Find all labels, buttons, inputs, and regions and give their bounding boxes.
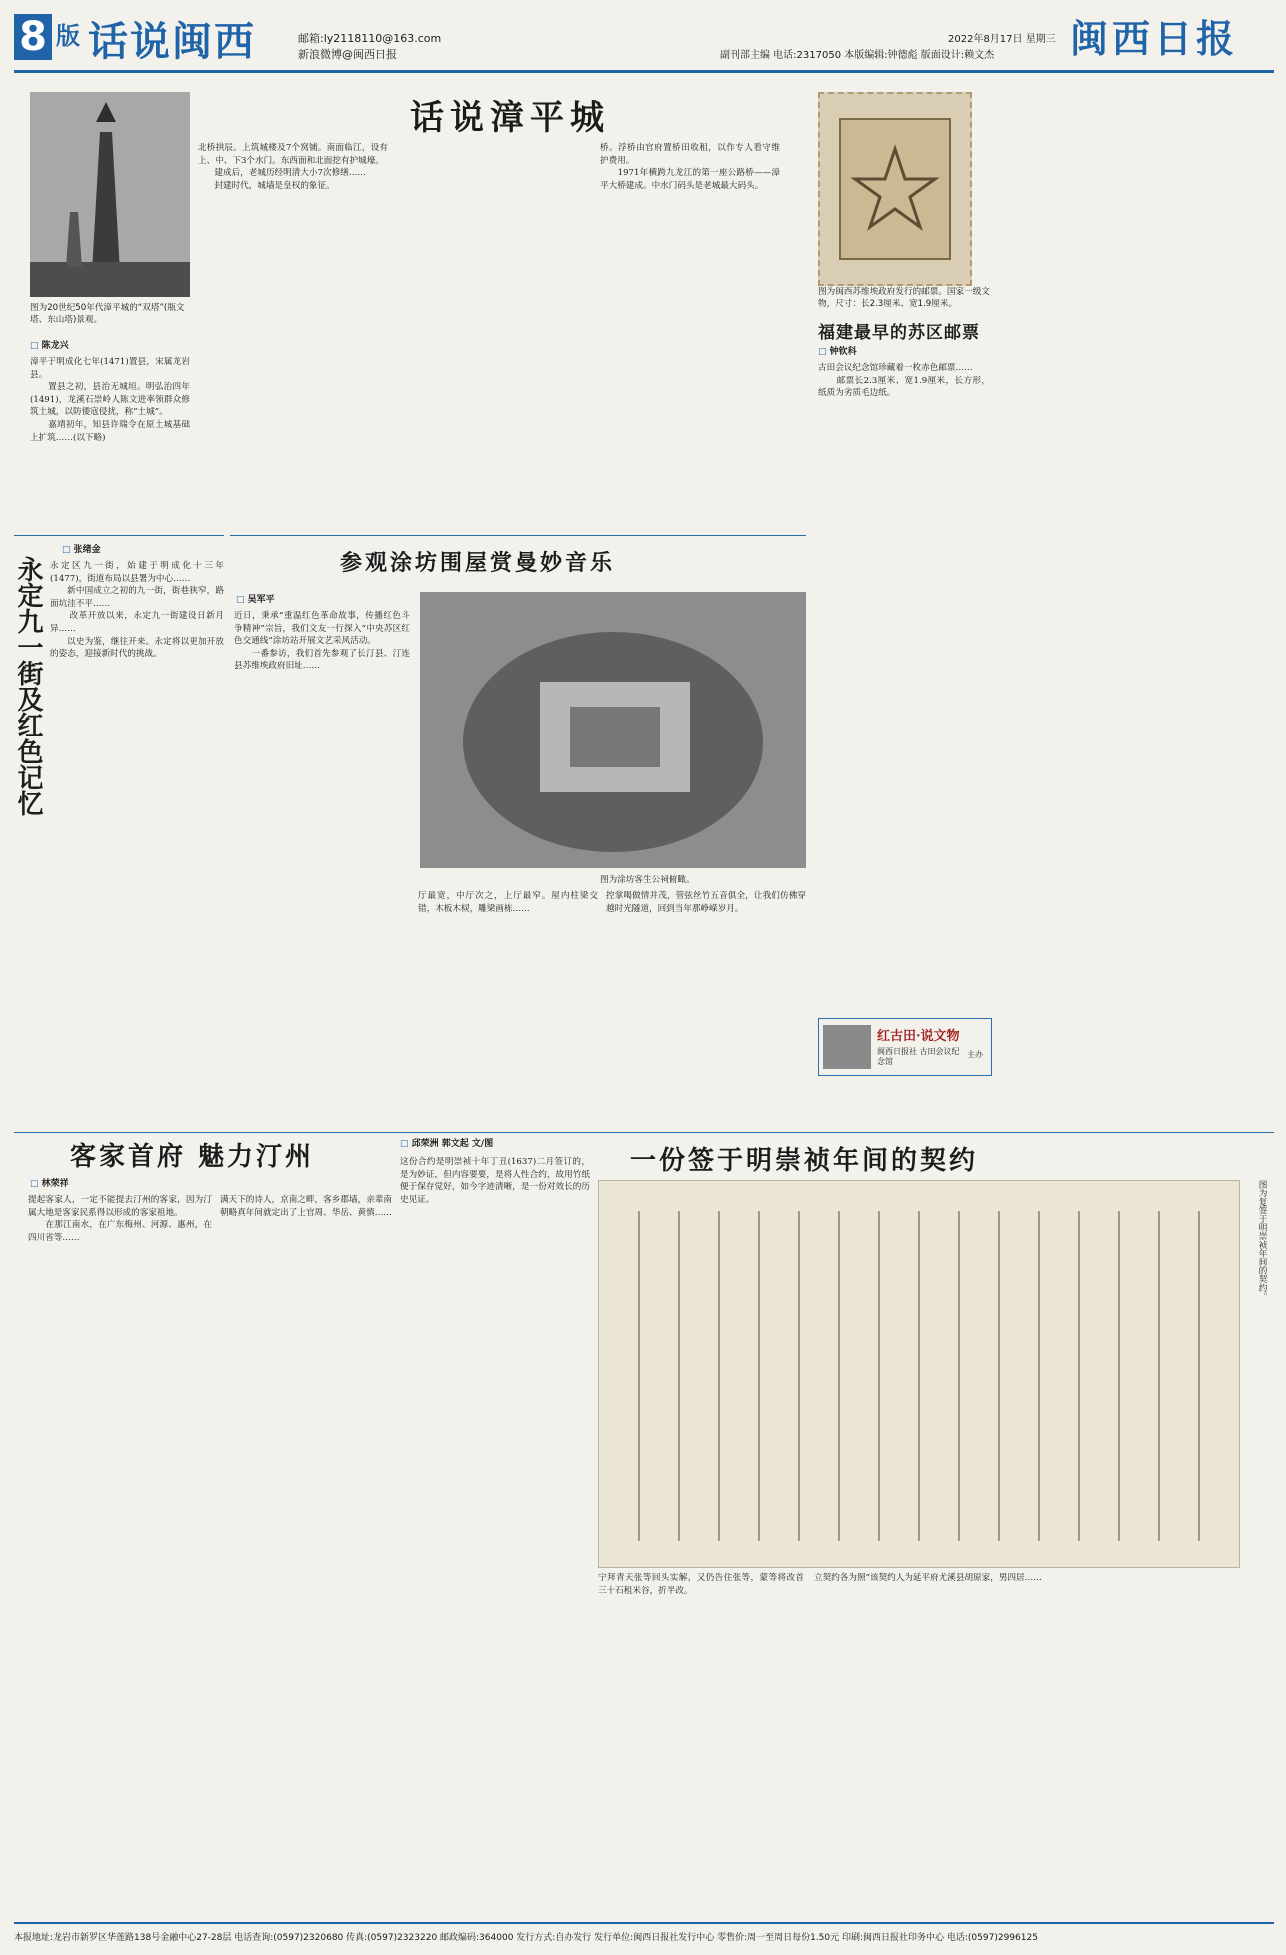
article4-col1: 提起客家人，一定不能提去汀州的客家，因为汀属大地是客家民系得以形成的客家祖地。 在那江南水，在广东梅州、河源、惠州，在四川省等…… <box>28 1195 212 1243</box>
header-email: 邮箱:ly2118110@163.com <box>298 32 442 45</box>
article2-title <box>14 556 44 816</box>
tufang-building-photo <box>420 592 806 868</box>
section-title: 话说闽西 <box>88 19 256 65</box>
article3-title: 参观涂坊围屋赏曼妙音乐 <box>340 550 616 576</box>
round-house-illustration <box>420 592 806 868</box>
article4-author: □ 林荣祥 <box>30 1176 69 1189</box>
header-date: 2022年8月17日 星期三 <box>948 34 1056 45</box>
article3-col3: 厅最宽，中厅次之，上厅最窄。屋内柱梁交错，木板木棂，雕梁画栋…… <box>418 891 598 914</box>
article2-author: □ 张绪金 <box>62 542 101 555</box>
footer-text: 本报地址:龙岩市新罗区华莲路138号金融中心27-28层 电话查询:(0597)2320680 传真:(0597)2323220 邮政编码:364000 发行方式:自办发行 发行单位:闽西日报社发行中心 零售价:周一至周日每份1.50元 印刷:闽西日报社印务中心 电话:(0597)2996125 <box>14 1933 1038 1943</box>
masthead-logo: 闽西日报 <box>1070 16 1239 61</box>
contract-photo-caption <box>1244 1180 1268 1300</box>
article5-col3: 立契约各为照”该契约人为延平府尤溪县胡原家，男四居…… <box>814 1573 1042 1583</box>
article5-col1: 这份合约是明崇祯十年丁丑(1637)二月签订的，是为妙证，但内容要要，是将人性合约，故用竹纸便于保存觉好，如今字迹清晰，是一份对效长的历史见证。 <box>400 1157 590 1205</box>
article5-col2: 宁拜青天张等回头实解，又仍告住张等，蒙等将改首三十石租米谷，折半改。 <box>598 1573 804 1596</box>
article5-author: □ 邱荣洲 郭文起 文/图 <box>400 1136 493 1149</box>
contract-photo <box>598 1180 1240 1568</box>
stamp-author: □ 钟钦科 <box>818 344 857 357</box>
article3-col1: 近日，秉承“重温红色革命故事，传播红色斗争精神”宗旨，我们文友一行探入“中央苏区红色交通线”涂坊站开展文艺采风活动。 一番参访，我们首先参观了长汀县、汀连县苏维埃政府旧址…… <box>234 611 410 672</box>
tufang-photo-caption: 图为涂坊客生公祠俯瞰。 <box>600 875 695 885</box>
stamp-body: 古田会议纪念馆珍藏着一枚赤色邮票…… 邮票长2.3厘米、宽1.9厘米，长方形，纸质为劣质毛边纸。 <box>818 363 990 399</box>
article2-body: 永定区九一街，始建于明成化十三年(1477)，街道布局以县署为中心…… 新中国成立之初的九一街，街巷狭窄，路面坑洼不平…… 改革开放以来，永定九一街建设日新月异…… 以史为鉴，继往开来。永定将以更加开放的姿态，迎接新时代的挑战。 <box>50 561 224 660</box>
article4-col2: 满天下的诗人，京南之畔，客乡郡墙，亲辈南朝略真年间就定出了上官周、华岳、黄慎…… <box>220 1195 392 1218</box>
article3-col4: 控掌喝做情并茂，管弦丝竹五音俱全，让我们仿佛穿越时光隧道，回到当年那峥嵘岁月。 <box>606 891 806 914</box>
article1-col2: 北桥拱辰。上筑城楼及7个窝铺。南面临江，设有上、中、下3个水门。东西面和北面挖有护城壕。 建成后，老城历经明清大小7次修缮…… 封建时代，城墙是皇权的象征。 <box>198 143 388 191</box>
article1-col4 <box>396 142 592 530</box>
article1-col3: 桥。浮桥由官府置桥田收租，以作专人看守维护费用。 1971年横跨九龙江的第一座公路桥——漳平大桥建成。中水门码头是老城最大码头。 <box>600 143 780 191</box>
page-number: 8 <box>19 14 47 60</box>
article1-author: □ 陈龙兴 <box>30 338 69 351</box>
pagoda-photo-caption: 图为20世纪50年代漳平城的“双塔”(瓶文塔、东山塔)景观。 <box>30 303 185 325</box>
twin-pagoda-photo <box>30 92 190 297</box>
bottom-rule <box>14 1132 1274 1133</box>
series-box <box>818 1018 992 1076</box>
series-box-photo <box>823 1025 871 1069</box>
article1-title: 话说漳平城 <box>410 98 610 138</box>
header-editors: 副刊部主编 电话:2317050 本版编辑:钟德彪 版面设计:赖文杰 <box>720 50 995 61</box>
mid-rule-right <box>230 535 806 536</box>
header-weibo: 新浪微博@闽西日报 <box>298 48 397 61</box>
article1-col1: 漳平于明成化七年(1471)置县，宋属龙岩县。 置县之初，县治无城垣。明弘治四年(1491)，龙溪石崇岭人陈文进率领群众修筑土城，以防倭寇侵扰，称“土城”。 嘉靖初年，知县许瑞令在原土城基础上扩筑……(以下略) <box>30 357 190 443</box>
article3-author: □ 吴军平 <box>236 592 275 605</box>
star-stamp-icon <box>820 94 970 284</box>
series-box-title: 红古田·说文物 <box>877 1029 960 1044</box>
series-box-sub: 闽西日报社 古田会议纪念馆 <box>877 1047 960 1066</box>
stamp-title: 福建最早的苏区邮票 <box>818 323 980 343</box>
stamp-caption: 图为闽西苏维埃政府发行的邮票。国家一级文物，尺寸：长2.3厘米、宽1.9厘米。 <box>818 287 990 309</box>
page-suffix: 版 <box>56 22 80 50</box>
series-box-sub2: 主办 <box>967 1050 983 1059</box>
article2-title-text: 永定九一街及红色记忆 <box>13 556 43 816</box>
mid-rule-left <box>14 535 224 536</box>
handwritten-contract-illustration <box>599 1181 1239 1567</box>
article5-title: 一份签于明崇祯年间的契约 <box>630 1146 979 1176</box>
page-number-badge <box>14 14 52 60</box>
footer-rule <box>14 1922 1274 1924</box>
page-header <box>0 0 1286 88</box>
stamp-image <box>818 92 972 286</box>
contract-caption-text: 图为复签于明崇祯年间的契约。 <box>1257 1180 1267 1301</box>
header-rule <box>14 70 1274 73</box>
pagoda-illustration <box>30 92 190 297</box>
article4-title: 客家首府 魅力汀州 <box>70 1142 315 1172</box>
